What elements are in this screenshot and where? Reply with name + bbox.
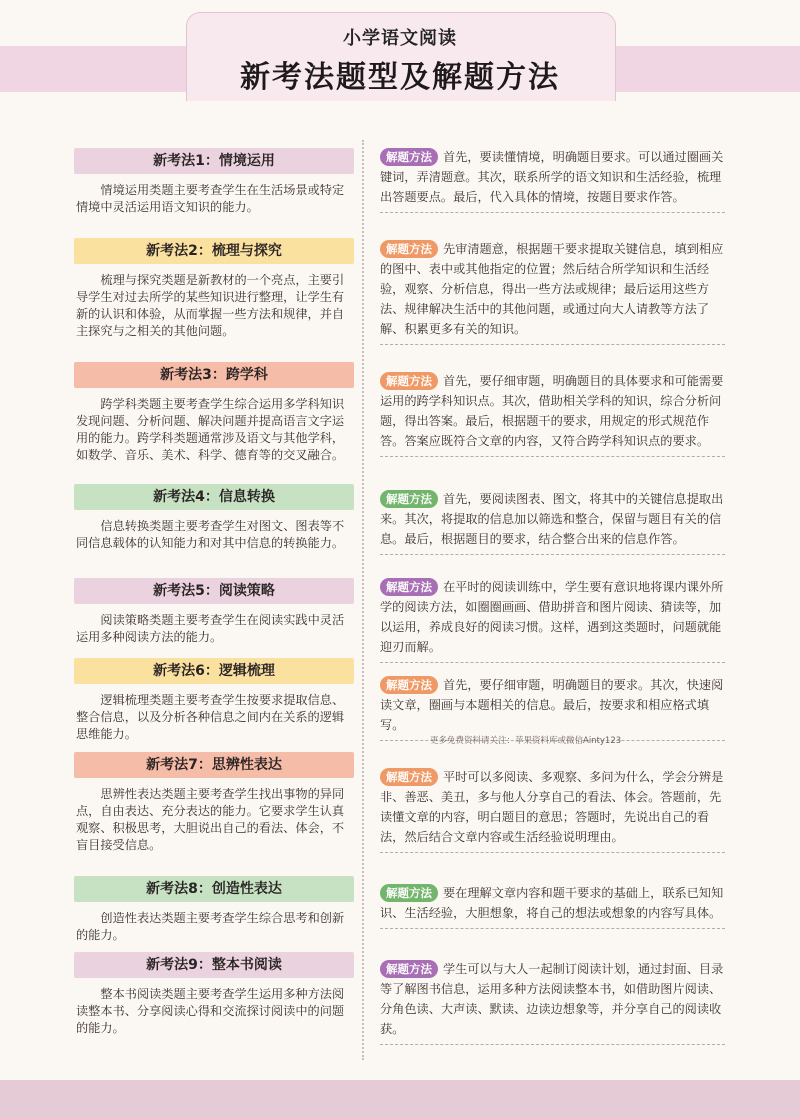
method-4	[380, 488, 725, 555]
item-3-desc: 跨学科类题主要考查学生综合运用多学科知识发现问题、分析问题、解决问题并提高语言文字运用的能力。跨学科类题通常涉及语文与其他学科，如数学、音乐、美术、科学、德育等的交叉融合。	[76, 397, 345, 462]
page-subtitle: 小学语文阅读	[343, 28, 457, 49]
item-6-desc: 逻辑梳理类题主要考查学生按要求提取信息、整合信息，以及分析各种信息之间内在关系的逻辑思维能力。	[76, 693, 345, 741]
item-9-title: 新考法9：整本书阅读	[74, 952, 354, 978]
method-1	[380, 146, 725, 213]
method-5	[380, 576, 725, 663]
item-6-title: 新考法6：逻辑梳理	[74, 658, 354, 684]
item-9-desc: 整本书阅读类题主要考查学生运用多种方法阅读整本书、分享阅读心得和交流探讨阅读中的问题的能力。	[76, 987, 345, 1035]
item-1	[74, 148, 354, 216]
method-2-badge: 解题方法	[380, 240, 438, 258]
item-6	[74, 658, 354, 743]
item-3	[74, 362, 354, 464]
item-2	[74, 238, 354, 340]
item-4-desc: 信息转换类题主要考查学生对图文、图表等不同信息载体的认知能力和对其中信息的转换能力。	[76, 519, 345, 550]
method-8	[380, 882, 725, 929]
method-9	[380, 958, 725, 1045]
item-4-title: 新考法4：信息转换	[74, 484, 354, 510]
method-2	[380, 238, 725, 345]
method-6	[380, 674, 725, 741]
item-5-title: 新考法5：阅读策略	[74, 578, 354, 604]
method-7-badge: 解题方法	[380, 768, 438, 786]
method-9-badge: 解题方法	[380, 960, 438, 978]
item-7-desc: 思辨性表达类题主要考查学生找出事物的异同点，自由表达、充分表达的能力。它要求学生认真观察、积极思考，大胆说出自己的看法、体会，不盲目接受信息。	[76, 787, 345, 852]
method-5-badge: 解题方法	[380, 578, 438, 596]
method-3	[380, 370, 725, 457]
item-3-title: 新考法3：跨学科	[74, 362, 354, 388]
footer-band	[0, 1080, 800, 1119]
item-4	[74, 484, 354, 552]
method-2-text: 先审清题意，根据题干要求提取关键信息，填到相应的图中、表中或其他指定的位置；然后结合所学知识和生活经验，观察、分析信息，得出一些方法或规律；最后运用这些方法、规律解决生活中的其他问题，或通过向大人请教等方法了解、积累更多有关的知识。	[380, 242, 724, 336]
method-9-text: 学生可以与大人一起制订阅读计划，通过封面、目录等了解图书信息，运用多种方法阅读整本书，如借助图片阅读、分角色读、大声读、默读、边读边想象等，并分享自己的阅读收获。	[380, 962, 724, 1036]
method-6-text: 首先，要仔细审题，明确题目的要求。其次，快速阅读文章，圈画与本题相关的信息。最后，按要求和相应格式填写。	[380, 678, 724, 732]
method-1-badge: 解题方法	[380, 148, 438, 166]
method-1-text: 首先，要读懂情境，明确题目要求。可以通过圈画关键词，弄清题意。其次，联系所学的语文知识和生活经验，梳理出答题要点。最后，代入具体的情境，按题目要求作答。	[380, 150, 724, 204]
item-7	[74, 752, 354, 854]
method-8-text: 要在理解文章内容和题干要求的基础上，联系已知知识、生活经验，大胆想象，将自己的想法或想象的内容写具体。	[380, 886, 724, 920]
method-8-badge: 解题方法	[380, 884, 438, 902]
item-2-desc: 梳理与探究类题是新教材的一个亮点，主要引导学生对过去所学的某些知识进行整理，让学生有新的认识和体验，从而掌握一些方法和规律，并自主探究与之相关的其他问题。	[76, 273, 345, 338]
column-divider	[362, 140, 364, 1060]
item-2-title: 新考法2：梳理与探究	[74, 238, 354, 264]
item-7-title: 新考法7：思辨性表达	[74, 752, 354, 778]
item-8-title: 新考法8：创造性表达	[74, 876, 354, 902]
method-4-text: 首先，要阅读图表、图文，将其中的关键信息提取出来。其次，将提取的信息加以筛选和整合，保留与题目有关的信息。最后，根据题目的要求，结合整合出来的信息作答。	[380, 492, 724, 546]
method-7	[380, 766, 725, 853]
item-5-desc: 阅读策略类题主要考查学生在阅读实践中灵活运用多种阅读方法的能力。	[76, 613, 345, 644]
method-4-badge: 解题方法	[380, 490, 438, 508]
method-6-badge: 解题方法	[380, 676, 438, 694]
method-3-badge: 解题方法	[380, 372, 438, 390]
title-banner	[0, 0, 800, 100]
method-3-text: 首先，要仔细审题，明确题目的具体要求和可能需要运用的跨学科知识点。其次，借助相关学科的知识，综合分析问题，得出答案。最后，根据题干的要求，用规定的形式规范作答。答案应既符合文章的内容，又符合跨学科知识点的要求。	[380, 374, 724, 448]
item-8	[74, 876, 354, 944]
item-1-desc: 情境运用类题主要考查学生在生活场景或特定情境中灵活运用语文知识的能力。	[76, 183, 345, 214]
item-1-title: 新考法1：情境运用	[74, 148, 354, 174]
method-5-text: 在平时的阅读训练中，学生要有意识地将课内课外所学的阅读方法，如圈圈画画、借助拼音和图片阅读、猜读等，加以运用，养成良好的阅读习惯。这样，遇到这类题时，问题就能迎刃而解。	[380, 580, 724, 654]
method-7-text: 平时可以多阅读、多观察、多问为什么，学会分辨是非、善恶、美丑，多与他人分享自己的看法、体会。答题前，先读懂文章的内容，明白题目的意思；答题时，先说出自己的看法，然后结合文章内容或生活经验说明理由。	[380, 770, 724, 844]
item-9	[74, 952, 354, 1037]
watermark-note: 更多免费资料请关注：苹果资料库或微信Ainty123	[430, 736, 622, 746]
page-title: 新考法题型及解题方法	[240, 60, 560, 95]
item-5	[74, 578, 354, 646]
item-8-desc: 创造性表达类题主要考查学生综合思考和创新的能力。	[76, 911, 345, 942]
